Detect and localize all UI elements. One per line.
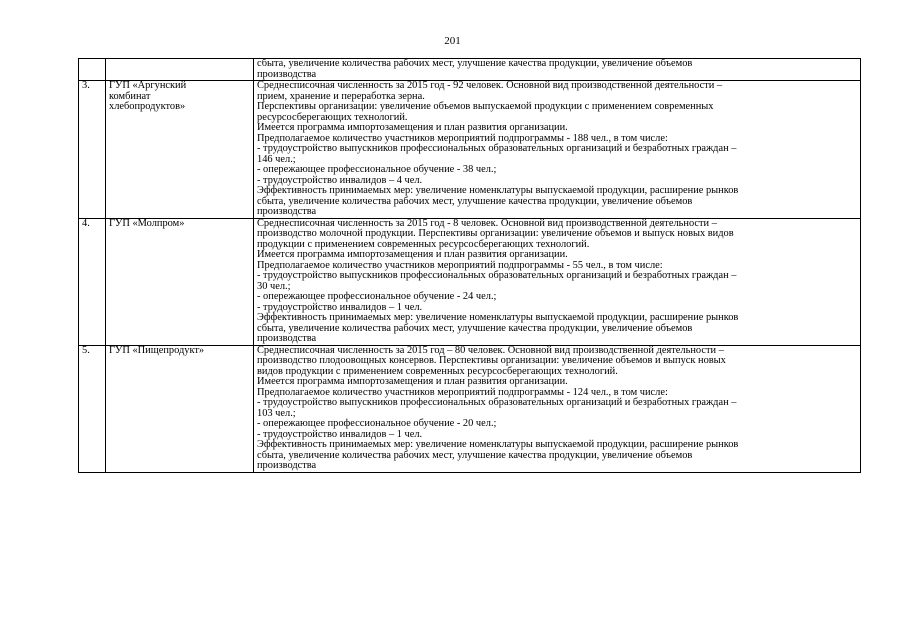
description-line: Эффективность принимаемых мер: увеличение номенклатуры выпускаемой продукции, расширение рынков xyxy=(257,439,739,450)
row-number xyxy=(79,59,106,81)
description-line: продукции с применением современных ресурсосберегающих технологий. xyxy=(257,238,590,250)
organization-name-line: ГУП «Аргунский xyxy=(109,80,187,91)
description-line: прием, хранение и переработка зерна. xyxy=(257,90,425,102)
description-line: производство молочной продукции. Перспективы организации: увеличение объемов и выпуск новых видов xyxy=(257,228,734,239)
description-line: - опережающее профессиональное обучение - 38 чел.; xyxy=(257,164,497,175)
description-line: - опережающее профессиональное обучение - 20 чел.; xyxy=(257,418,497,429)
description-line: производство плодоовощных консервов. Перспективы организации: увеличение объемов и выпуск новых xyxy=(257,355,726,366)
table-row xyxy=(79,345,861,472)
organization-description xyxy=(254,59,861,81)
description-line: Имеется программа импортозамещения и план развития организации. xyxy=(257,376,568,387)
description-line: Эффективность принимаемых мер: увеличение номенклатуры выпускаемой продукции, расширение рынков xyxy=(257,185,739,196)
description-line: Имеется программа импортозамещения и план развития организации. xyxy=(257,122,568,133)
description-line: производства xyxy=(257,68,317,80)
page-number: 201 xyxy=(444,35,461,47)
description-line: - трудоустройство выпускников профессиональных образовательных организаций и безработных граждан – xyxy=(257,397,737,408)
description-line: - трудоустройство выпускников профессиональных образовательных организаций и безработных граждан – xyxy=(257,143,737,154)
table-body xyxy=(79,59,861,473)
organization-description xyxy=(254,81,861,219)
organization-name-line: комбинат xyxy=(109,90,151,102)
description-line: видов продукции с применением современных ресурсосберегающих технологий. xyxy=(257,365,618,377)
description-line: сбыта, увеличение количества рабочих мест, улучшение качества продукции, увеличение объемов xyxy=(257,322,693,334)
description-line: сбыта, увеличение количества рабочих мест, улучшение качества продукции, увеличение объемов xyxy=(257,195,693,207)
organization-name xyxy=(106,59,254,81)
organization-name-line: ГУП «Молпром» xyxy=(109,217,185,229)
description-line: 30 чел.; xyxy=(257,280,291,292)
row-number: 3. xyxy=(79,81,106,219)
organizations-table xyxy=(78,58,861,473)
description-line: Эффективность принимаемых мер: увеличение номенклатуры выпускаемой продукции, расширение рынков xyxy=(257,312,739,323)
organization-description xyxy=(254,218,861,345)
description-line: производства xyxy=(257,333,317,344)
description-line: Предполагаемое количество участников мероприятий подпрограммы - 55 чел., в том числе: xyxy=(257,259,663,271)
table-row xyxy=(79,59,861,81)
description-line: - трудоустройство инвалидов – 4 чел. xyxy=(257,174,423,186)
description-line: сбыта, увеличение количества рабочих мест, улучшение качества продукции, увеличение объемов xyxy=(257,58,693,69)
description-line: Среднесписочная численность за 2015 год – 80 человек. Основной вид производственной деятельности – xyxy=(257,344,724,356)
description-line: производства xyxy=(257,460,317,471)
table-row xyxy=(79,81,861,219)
description-line: 146 чел.; xyxy=(257,153,296,165)
row-number: 4. xyxy=(79,218,106,345)
description-line: Имеется программа импортозамещения и план развития организации. xyxy=(257,249,568,260)
organization-name-line: хлебопродуктов» xyxy=(109,101,186,112)
description-line: ресурсосберегающих технологий. xyxy=(257,111,408,123)
organization-name xyxy=(106,345,254,472)
description-line: Среднесписочная численность за 2015 год - 8 человек. Основной вид производственной деятельности – xyxy=(257,217,717,229)
table-row xyxy=(79,218,861,345)
description-line: Среднесписочная численность за 2015 год - 92 человек. Основной вид производственной деятельности – xyxy=(257,80,723,91)
description-line: Перспективы организации: увеличение объемов выпускаемой продукции с применением современных xyxy=(257,101,714,112)
organization-description xyxy=(254,345,861,472)
description-line: Предполагаемое количество участников мероприятий подпрограммы - 188 чел., в том числе: xyxy=(257,132,668,144)
organization-name-line: ГУП «Пищепродукт» xyxy=(109,344,205,356)
organization-name xyxy=(106,81,254,219)
description-line: 103 чел.; xyxy=(257,407,296,419)
description-line: производства xyxy=(257,206,317,217)
organization-name xyxy=(106,218,254,345)
description-line: сбыта, увеличение количества рабочих мест, улучшение качества продукции, увеличение объемов xyxy=(257,449,693,461)
description-line: - трудоустройство выпускников профессиональных образовательных организаций и безработных граждан – xyxy=(257,270,737,281)
description-line: - трудоустройство инвалидов – 1 чел. xyxy=(257,428,423,440)
description-line: Предполагаемое количество участников мероприятий подпрограммы - 124 чел., в том числе: xyxy=(257,386,668,398)
description-line: - опережающее профессиональное обучение - 24 чел.; xyxy=(257,291,497,302)
description-line: - трудоустройство инвалидов – 1 чел. xyxy=(257,301,423,313)
row-number: 5. xyxy=(79,345,106,472)
